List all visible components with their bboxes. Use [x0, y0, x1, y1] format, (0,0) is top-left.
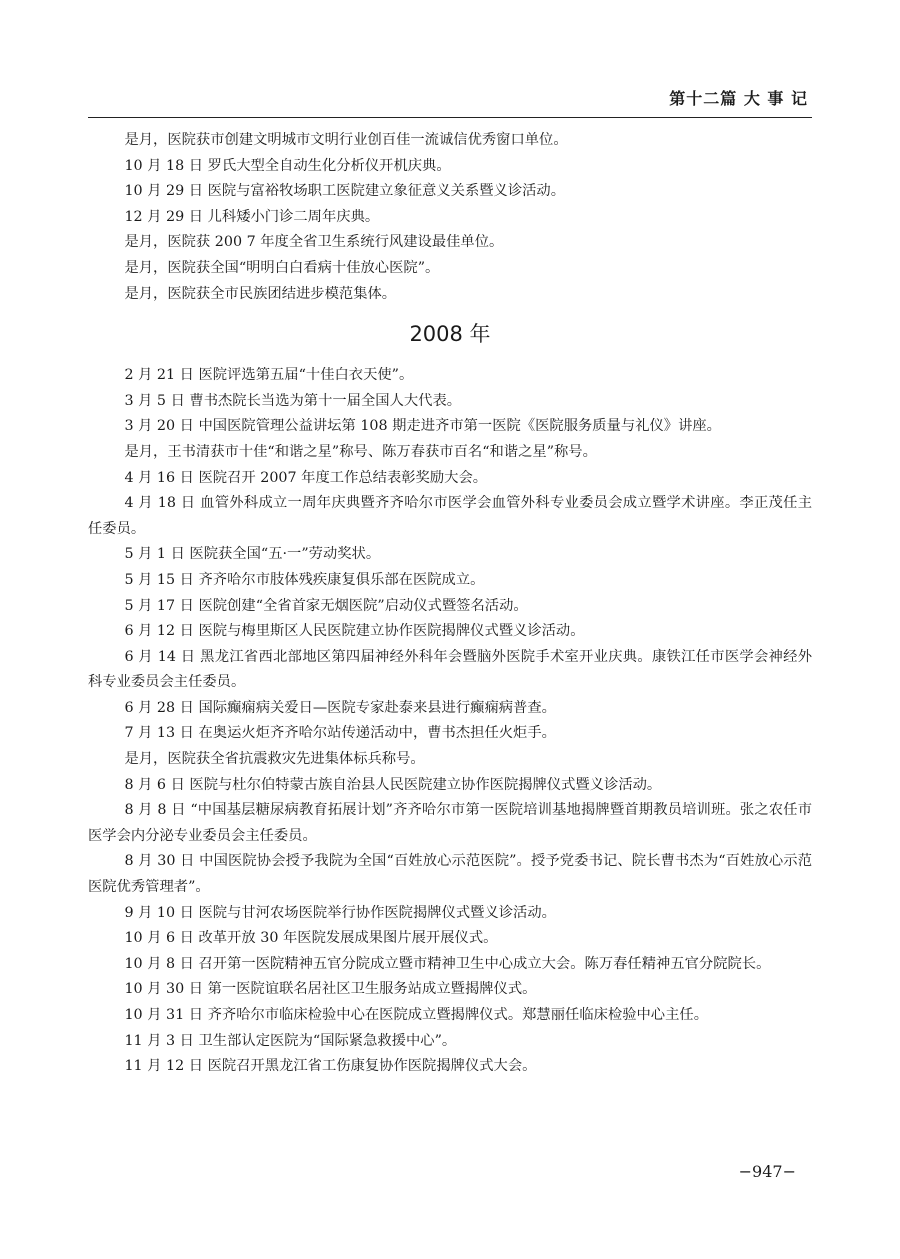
- chronicle-entry: 2 月 21 日 医院评选第五届“十佳白衣天使”。: [124, 367, 414, 384]
- chronicle-entry: 是月，医院获 200 7 年度全省卫生系统行风建设最佳单位。: [124, 234, 504, 251]
- chronicle-entry: 10 月 30 日 第一医院谊联名居社区卫生服务站成立暨揭牌仪式。: [124, 981, 537, 998]
- chronicle-entry: 3 月 5 日 曹书杰院长当选为第十一届全国人大代表。: [124, 392, 462, 409]
- chronicle-entry: 12 月 29 日 儿科矮小门诊二周年庆典。: [124, 208, 380, 225]
- chronicle-entry: 5 月 1 日 医院获全国“五·一”劳动奖状。: [124, 546, 381, 563]
- chronicle-entry: 10 月 31 日 齐齐哈尔市临床检验中心在医院成立暨揭牌仪式。郑慧丽任临床检验中心主任。: [124, 1007, 708, 1023]
- chronicle-entry: 10 月 29 日 医院与富裕牧场职工医院建立象征意义关系暨义诊活动。: [124, 183, 566, 200]
- chronicle-entry: 6 月 14 日 黑龙江省西北部地区第四届神经外科年会暨脑外医院手术室开业庆典。康铁江任市医学会神经外科专业委员会主任委员。: [88, 648, 812, 691]
- chronicle-entry: 8 月 8 日 “中国基层糖尿病教育拓展计划”齐齐哈尔市第一医院培训基地揭牌暨首期教员培训班。张之农任市医学会内分泌专业委员会主任委员。: [88, 802, 812, 844]
- chronicle-entry: 10 月 6 日 改革开放 30 年医院发展成果图片展开展仪式。: [124, 930, 498, 947]
- chronicle-entry: 8 月 6 日 医院与杜尔伯特蒙古族自治县人民医院建立协作医院揭牌仪式暨义诊活动。: [124, 776, 662, 793]
- page-number: −947−: [738, 1162, 796, 1181]
- header-rule: [88, 117, 812, 118]
- chronicle-entry: 是月，王书清获市十佳“和谐之星”称号、陈万春获市百名“和谐之星”称号。: [124, 443, 597, 460]
- chronicle-entry: 6 月 28 日 国际癫痫病关爱日—医院专家赴泰来县进行癫痫病普查。: [124, 699, 556, 716]
- entries-2007: [88, 128, 812, 307]
- entries-2008: [88, 363, 812, 1080]
- page-body: [88, 128, 812, 1080]
- chronicle-entry: 4 月 16 日 医院召开 2007 年度工作总结表彰奖励大会。: [124, 469, 488, 486]
- chronicle-entry: 11 月 3 日 卫生部认定医院为“国际紧急救援中心”。: [124, 1032, 457, 1049]
- chronicle-entry: 是月，医院获全省抗震救灾先进集体标兵称号。: [124, 751, 425, 768]
- chronicle-entry: 8 月 30 日 中国医院协会授予我院为全国“百姓放心示范医院”。授予党委书记、院长曹书杰为“百姓放心示范医院优秀管理者”。: [88, 853, 812, 896]
- chronicle-entry: 11 月 12 日 医院召开黑龙江省工伤康复协作医院揭牌仪式大会。: [124, 1058, 537, 1075]
- chronicle-entry: 5 月 15 日 齐齐哈尔市肢体残疾康复俱乐部在医院成立。: [124, 571, 485, 588]
- chronicle-entry: 是月，医院获全市民族团结进步模范集体。: [124, 285, 397, 302]
- chronicle-entry: 10 月 18 日 罗氏大型全自动生化分析仪开机庆典。: [124, 157, 451, 174]
- chronicle-entry: 3 月 20 日 中国医院管理公益讲坛第 108 期走进齐市第一医院《医院服务质量与礼仪》讲座。: [124, 418, 721, 435]
- chronicle-entry: 5 月 17 日 医院创建“全省首家无烟医院”启动仪式暨签名活动。: [124, 597, 528, 614]
- chronicle-entry: 4 月 18 日 血管外科成立一周年庆典暨齐齐哈尔市医学会血管外科专业委员会成立暨学术讲座。李正茂任主任委员。: [88, 495, 812, 537]
- chronicle-entry: 7 月 13 日 在奥运火炬齐齐哈尔站传递活动中，曹书杰担任火炬手。: [124, 725, 556, 742]
- chronicle-entry: 10 月 8 日 召开第一医院精神五官分院成立暨市精神卫生中心成立大会。陈万春任精神五官分院院长。: [124, 955, 771, 972]
- chronicle-entry: 是月，医院获市创建文明城市文明行业创百佳一流诚信优秀窗口单位。: [124, 132, 568, 148]
- chronicle-entry: 6 月 12 日 医院与梅里斯区人民医院建立协作医院揭牌仪式暨义诊活动。: [124, 623, 585, 640]
- chronicle-entry: 是月，医院获全国“明明白白看病十佳放心医院”。: [124, 259, 440, 276]
- chronicle-entry: 9 月 10 日 医院与甘河农场医院举行协作医院揭牌仪式暨义诊活动。: [124, 904, 556, 921]
- year-heading: 2008 年: [409, 322, 491, 347]
- running-header: 第十二篇 大 事 记: [669, 89, 808, 108]
